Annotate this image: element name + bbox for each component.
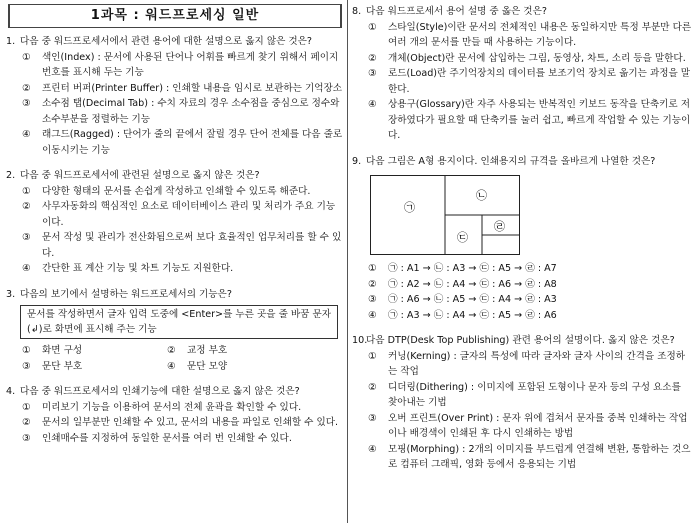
option-text: 커닝(Kerning) : 글자의 특성에 따라 글자와 글자 사이의 간격을 조정하는 작업 (388, 350, 685, 377)
option-text: 래그드(Ragged) : 단어가 줄의 끝에서 잘릴 경우 단어 전체를 다음 줄로 이동시키는 기능 (42, 129, 343, 156)
option-mark: ③ (22, 232, 31, 243)
option-1 (22, 343, 167, 359)
option-4 (352, 442, 692, 473)
option-mark: ② (22, 417, 31, 428)
option-text: ㉠ : A3 → ㉡ : A4 → ㉢ : A5 → ㉣ : A6 (388, 309, 557, 321)
option-text: 화면 구성 (42, 345, 83, 356)
option-text: 인쇄매수를 지정하여 동일한 문서를 여러 번 인쇄할 수 있다. (42, 432, 292, 444)
option-3 (352, 411, 692, 442)
option-2 (352, 277, 692, 293)
option-mark: ① (368, 21, 377, 33)
option-2 (167, 343, 344, 359)
paper-size-diagram (370, 175, 520, 255)
option-mark: ④ (368, 99, 377, 110)
question-stem: 3. 다음의 보기에서 설명하는 워드프로세서의 기능은? (6, 287, 344, 303)
option-grid (6, 343, 344, 374)
option-mark: ④ (22, 129, 31, 140)
option-text: 문단 부호 (42, 360, 83, 372)
option-text: 로드(Load)란 주기억장치의 데이터를 보조기억 장치로 옮기는 과정을 말한다. (388, 68, 691, 95)
question-10 (352, 333, 692, 473)
option-mark: ② (368, 278, 377, 290)
option-text: 상용구(Glossary)란 자주 사용되는 반복적인 키보드 동작을 단축키로 저장하였다가 필요할 때 단축키를 눌러 쉽고, 빠르게 작업할 수 있는 기능이다. (388, 99, 691, 141)
option-4 (6, 127, 344, 158)
option-2 (6, 81, 344, 97)
option-text: 교정 부호 (187, 345, 228, 356)
question-4 (6, 384, 344, 446)
question-number: 8. (352, 6, 362, 17)
option-mark: ④ (368, 443, 377, 455)
question-number: 3. (6, 288, 16, 300)
option-4 (352, 308, 692, 324)
option-mark: ② (167, 345, 176, 356)
option-2 (6, 415, 344, 431)
question-number: 4. (6, 386, 16, 397)
option-text: ㉠ : A1 → ㉡ : A3 → ㉢ : A5 → ㉣ : A7 (388, 263, 557, 274)
option-text: 개체(Object)란 문서에 삽입하는 그림, 동영상, 차트, 소리 등을 말한다. (388, 52, 686, 64)
question-stem: 9. 다음 그림은 A형 용지이다. 인쇄용지의 규격을 올바르게 나열한 것은? (352, 154, 692, 170)
question-stem: 1. 다음 중 워드프로세서에서 관련 용어에 대한 설명으로 옳지 않은 것은? (6, 34, 344, 50)
question-number: 10. (352, 335, 368, 346)
paper-label-3: ㉢ (457, 231, 468, 244)
question-stem: 10.다음 DTP(Desk Top Publishing) 관련 용어의 설명이다. 옳지 않은 것은? (352, 333, 692, 349)
paper-diagram-svg (370, 175, 520, 255)
question-number: 2. (6, 170, 16, 181)
option-mark: ① (22, 345, 31, 356)
option-mark: ① (22, 51, 31, 63)
option-text: 소수점 탭(Decimal Tab) : 수치 자료의 경우 소수점을 중심으로 정수와 소수부분을 정렬하는 기능 (42, 98, 340, 125)
option-text: 모핑(Morphing) : 2개의 이미지를 부드럽게 연결해 변환, 통합하는 것으로 컴퓨터 그래픽, 영화 등에서 응용되는 기법 (388, 443, 691, 470)
option-2 (6, 199, 344, 230)
option-2 (352, 380, 692, 411)
option-mark: ① (368, 263, 377, 274)
option-mark: ② (368, 381, 377, 393)
option-text: 다양한 형태의 문서를 손쉽게 작성하고 인쇄할 수 있도록 해준다. (42, 185, 311, 197)
paper-label-2: ㉡ (476, 189, 487, 202)
option-1 (352, 20, 692, 51)
column-divider (347, 0, 348, 523)
option-text: ㉠ : A2 → ㉡ : A4 → ㉢ : A6 → ㉣ : A8 (388, 278, 557, 290)
question-3 (6, 287, 344, 375)
paper-label-4: ㉣ (494, 220, 505, 233)
option-3 (22, 359, 167, 375)
option-text: 사무자동화의 핵심적인 요소로 데이터베이스 관리 및 처리가 주요 기능이다. (42, 201, 336, 228)
option-mark: ③ (368, 68, 377, 79)
option-text: 디더링(Dithering) : 이미지에 포함된 도형이나 문자 등의 구성 요소를 찾아내는 기법 (388, 381, 681, 408)
option-text: 색인(Index) : 문서에 사용된 단어나 어휘를 빠르게 찾기 위해서 페이지 번호를 표시해 두는 기능 (42, 51, 339, 78)
option-mark: ④ (167, 360, 176, 372)
question-2 (6, 168, 344, 277)
option-4 (167, 359, 344, 375)
option-mark: ② (22, 201, 31, 212)
option-mark: ② (22, 82, 31, 94)
option-mark: ③ (22, 98, 31, 109)
option-2 (352, 51, 692, 67)
option-mark: ① (22, 401, 31, 413)
option-3 (6, 431, 344, 447)
option-mark: ④ (368, 309, 377, 321)
option-mark: ① (22, 185, 31, 197)
option-mark: ④ (22, 263, 31, 274)
question-8 (352, 4, 692, 144)
option-4 (6, 261, 344, 277)
option-text: ㉠ : A6 → ㉡ : A5 → ㉢ : A4 → ㉣ : A3 (388, 294, 557, 305)
question-stem: 2. 다음 중 워드프로세서에 관련된 설명으로 옳지 않은 것은? (6, 168, 344, 184)
option-text: 문서의 일부분만 인쇄할 수 있고, 문서의 내용을 파일로 인쇄할 수 있다. (42, 417, 339, 428)
question-number: 9. (352, 155, 362, 167)
option-text: 스타일(Style)이란 문서의 전체적인 내용은 동일하지만 특정 부분만 다른 여러 개의 문서를 만들 때 사용하는 기능이다. (388, 21, 692, 48)
option-1 (6, 184, 344, 200)
option-1 (6, 400, 344, 416)
question-9 (352, 154, 692, 324)
left-column (6, 4, 344, 456)
option-3 (6, 230, 344, 261)
option-mark: ③ (368, 412, 377, 424)
option-1 (6, 50, 344, 81)
option-mark: ③ (22, 432, 31, 444)
question-number: 1. (6, 36, 16, 47)
question-stem: 4. 다음 중 워드프로세서의 인쇄기능에 대한 설명으로 옳지 않은 것은? (6, 384, 344, 400)
option-text: 문단 모양 (187, 360, 228, 372)
option-mark: ③ (22, 360, 31, 372)
option-3 (352, 66, 692, 97)
option-text: 문서 작성 및 관리가 전산화됨으로써 보다 효율적인 업무처리를 할 수 있다. (42, 232, 342, 259)
option-3 (6, 96, 344, 127)
option-4 (352, 97, 692, 144)
subject-title: 1과목 : 워드프로세싱 일반 (8, 4, 342, 28)
right-column (352, 4, 692, 483)
option-text: 간단한 표 계산 기능 및 차트 기능도 지원한다. (42, 263, 234, 274)
example-box: 문서를 작성하면서 글자 입력 도중에 <Enter>를 누른 곳을 줄 바꿈 문자(↲)로 화면에 표시해 주는 기능 (20, 305, 338, 339)
question-1 (6, 34, 344, 158)
option-mark: ② (368, 52, 377, 64)
option-1 (352, 261, 692, 277)
question-stem: 8. 다음 워드프로세서 용어 설명 중 옳은 것은? (352, 4, 692, 20)
paper-label-1: ㉠ (404, 201, 415, 214)
option-text: 미리보기 기능을 이용하여 문서의 전체 윤곽을 확인할 수 있다. (42, 401, 302, 413)
option-mark: ③ (368, 294, 377, 305)
option-text: 오버 프린트(Over Print) : 문자 위에 겹쳐서 문자를 중복 인쇄하는 작업이나 배경색이 인쇄된 후 다시 인쇄하는 방법 (388, 412, 688, 439)
option-3 (352, 292, 692, 308)
option-1 (352, 349, 692, 380)
option-text: 프린터 버퍼(Printer Buffer) : 인쇄할 내용을 임시로 보관하는 기억장소 (42, 82, 343, 94)
option-mark: ① (368, 350, 377, 362)
